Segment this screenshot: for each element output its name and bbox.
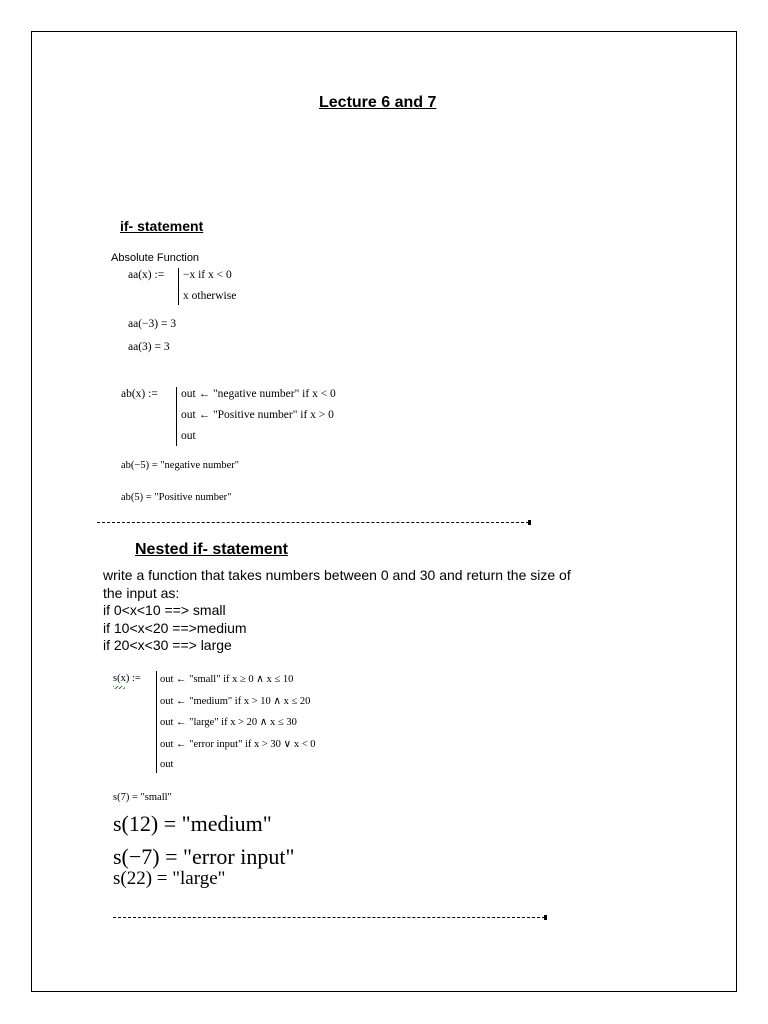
description-line-4: if 10<x<20 ==>medium xyxy=(103,620,247,636)
section-heading-nested-if: Nested if- statement xyxy=(135,541,288,558)
ab-result-1: ab(−5) = "negative number" xyxy=(121,460,240,471)
description-line-5: if 20<x<30 ==> large xyxy=(103,637,232,653)
ab-line-1: out ← "negative number" if x < 0 xyxy=(181,388,336,400)
s-line-1: out ← "small" if x ≥ 0 ∧ x ≤ 10 xyxy=(160,674,294,685)
separator-1-end xyxy=(528,520,531,525)
aa-result-1: aa(−3) = 3 xyxy=(128,318,177,330)
separator-2 xyxy=(113,917,545,918)
s-program-bar xyxy=(156,671,157,773)
ab-line-2: out ← "Positive number" if x > 0 xyxy=(181,409,334,421)
s-line-4: out ← "error input" if x > 30 ∨ x < 0 xyxy=(160,739,316,750)
s-definition: s(x) := xyxy=(113,673,141,684)
s-line-5: out xyxy=(160,759,174,770)
absolute-function-label: Absolute Function xyxy=(111,252,200,264)
s-result-medium: s(12) = "medium" xyxy=(113,811,272,836)
s-line-3: out ← "large" if x > 20 ∧ x ≤ 30 xyxy=(160,717,297,728)
s-result-large: s(22) = "large" xyxy=(113,868,226,889)
s-line-2: out ← "medium" if x > 10 ∧ x ≤ 20 xyxy=(160,696,311,707)
s-result-small: s(7) = "small" xyxy=(113,792,172,803)
aa-line-1: −x if x < 0 xyxy=(183,269,232,281)
page-title: Lecture 6 and 7 xyxy=(319,94,437,111)
aa-result-2: aa(3) = 3 xyxy=(128,341,170,353)
separator-1 xyxy=(97,522,529,523)
description-line-1: write a function that takes numbers between 0 and 30 and return the size of xyxy=(103,567,571,583)
ab-program-clip xyxy=(181,388,386,448)
aa-program-bar xyxy=(178,268,179,305)
s-result-error: s(−7) = "error input" xyxy=(113,844,295,869)
aa-line-2: x otherwise xyxy=(183,290,237,302)
ab-line-3: out xyxy=(181,430,196,442)
ab-program-bar xyxy=(176,387,177,446)
ab-definition: ab(x) := xyxy=(121,388,158,400)
separator-2-end xyxy=(544,915,547,920)
description-line-3: if 0<x<10 ==> small xyxy=(103,602,226,618)
aa-definition: aa(x) := xyxy=(128,269,165,281)
description-line-2: the input as: xyxy=(103,585,180,601)
ab-result-2: ab(5) = "Positive number" xyxy=(121,492,232,503)
section-heading-if: if- statement xyxy=(120,218,204,234)
spellcheck-underline xyxy=(113,686,125,689)
page-bottom-edge xyxy=(31,991,737,992)
